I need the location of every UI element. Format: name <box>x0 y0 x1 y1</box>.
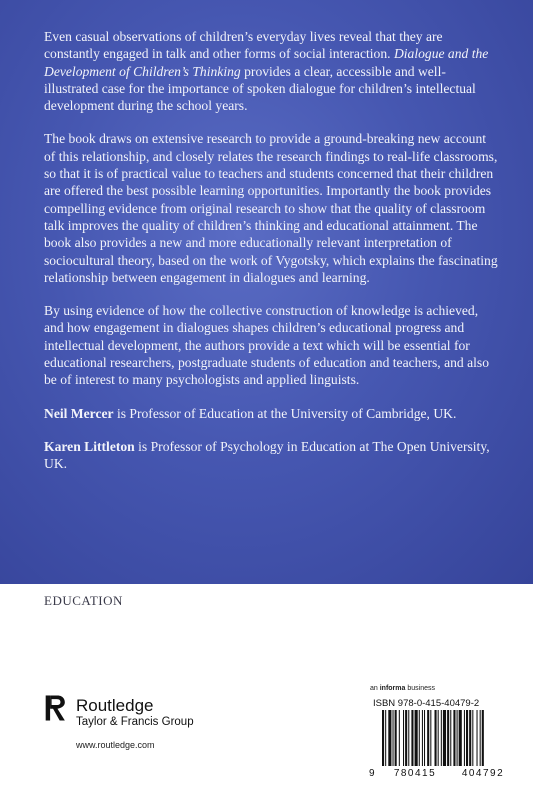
isbn-text: ISBN 978-0-415-40479-2 <box>373 698 480 709</box>
barcode-icon <box>370 710 518 768</box>
author-name: Neil Mercer <box>44 405 114 421</box>
routledge-r-icon <box>40 694 72 722</box>
publisher-brand <box>76 697 194 729</box>
blurb <box>44 28 499 489</box>
informa-line <box>370 685 435 692</box>
informa-brand: informa <box>379 685 406 692</box>
blurb-paragraph-3: By using evidence of how the collective construction of knowledge is achieved, and how engagement in dialogues shapes children’s educational progress and intellectual development, the authors provide a text which will be essential for educational researchers, postgraduate students of education and teachers, and also be of interest to many psychologists and applied linguists. <box>44 303 490 388</box>
blurb-paragraph-1 <box>44 28 499 114</box>
blurb-paragraph-2: The book draws on extensive research to provide a ground-breaking new account of this relationship, and closely relates the research findings to real-life classrooms, so that it is of practical value to teachers and students concerned that their children are offered the best possible learning opportunities. Importantly the book provides compelling evidence from original research to show that the quality of classroom talk improves the quality of children’s thinking and educational attainment. The book also provides a new and more educationally relevant interpretation of sociocultural theory, based on the work of Vygotsky, which explains the fascinating relationship between engagement in dialogues and learning. <box>44 131 498 285</box>
publisher-url: www.routledge.com <box>76 740 155 750</box>
book-title: Dialogue and the Development of Children’s Thinking <box>44 46 489 79</box>
informa-text: business <box>405 685 435 692</box>
publisher-group: Taylor & Francis Group <box>76 716 194 728</box>
barcode-digits-right: 404792 <box>461 768 505 779</box>
barcode-digit-lead: 9 <box>369 768 375 779</box>
routledge-logo <box>40 694 72 732</box>
barcode-digits-left: 780415 <box>393 768 437 779</box>
blurb-text: provides a clear, accessible and well-illustrated case for the importance of spoken dialogue for children’s intellectual development during the school years. <box>44 63 476 114</box>
author-bio-2 <box>44 438 499 473</box>
informa-text: an <box>370 685 380 692</box>
blurb-text: Even casual observations of children’s everyday lives reveal that they are constantly engaged in talk and other forms of social interaction. <box>44 29 443 62</box>
barcode-digits <box>369 768 519 779</box>
author-desc: is Professor of Education at the University of Cambridge, UK. <box>113 405 457 421</box>
subject-category: EDUCATION <box>44 593 123 608</box>
publisher-name: Routledge <box>76 696 154 715</box>
author-bio-1 <box>44 405 499 422</box>
author-name: Karen Littleton <box>44 438 135 454</box>
author-desc: is Professor of Psychology in Education at The Open University, UK. <box>44 438 490 472</box>
